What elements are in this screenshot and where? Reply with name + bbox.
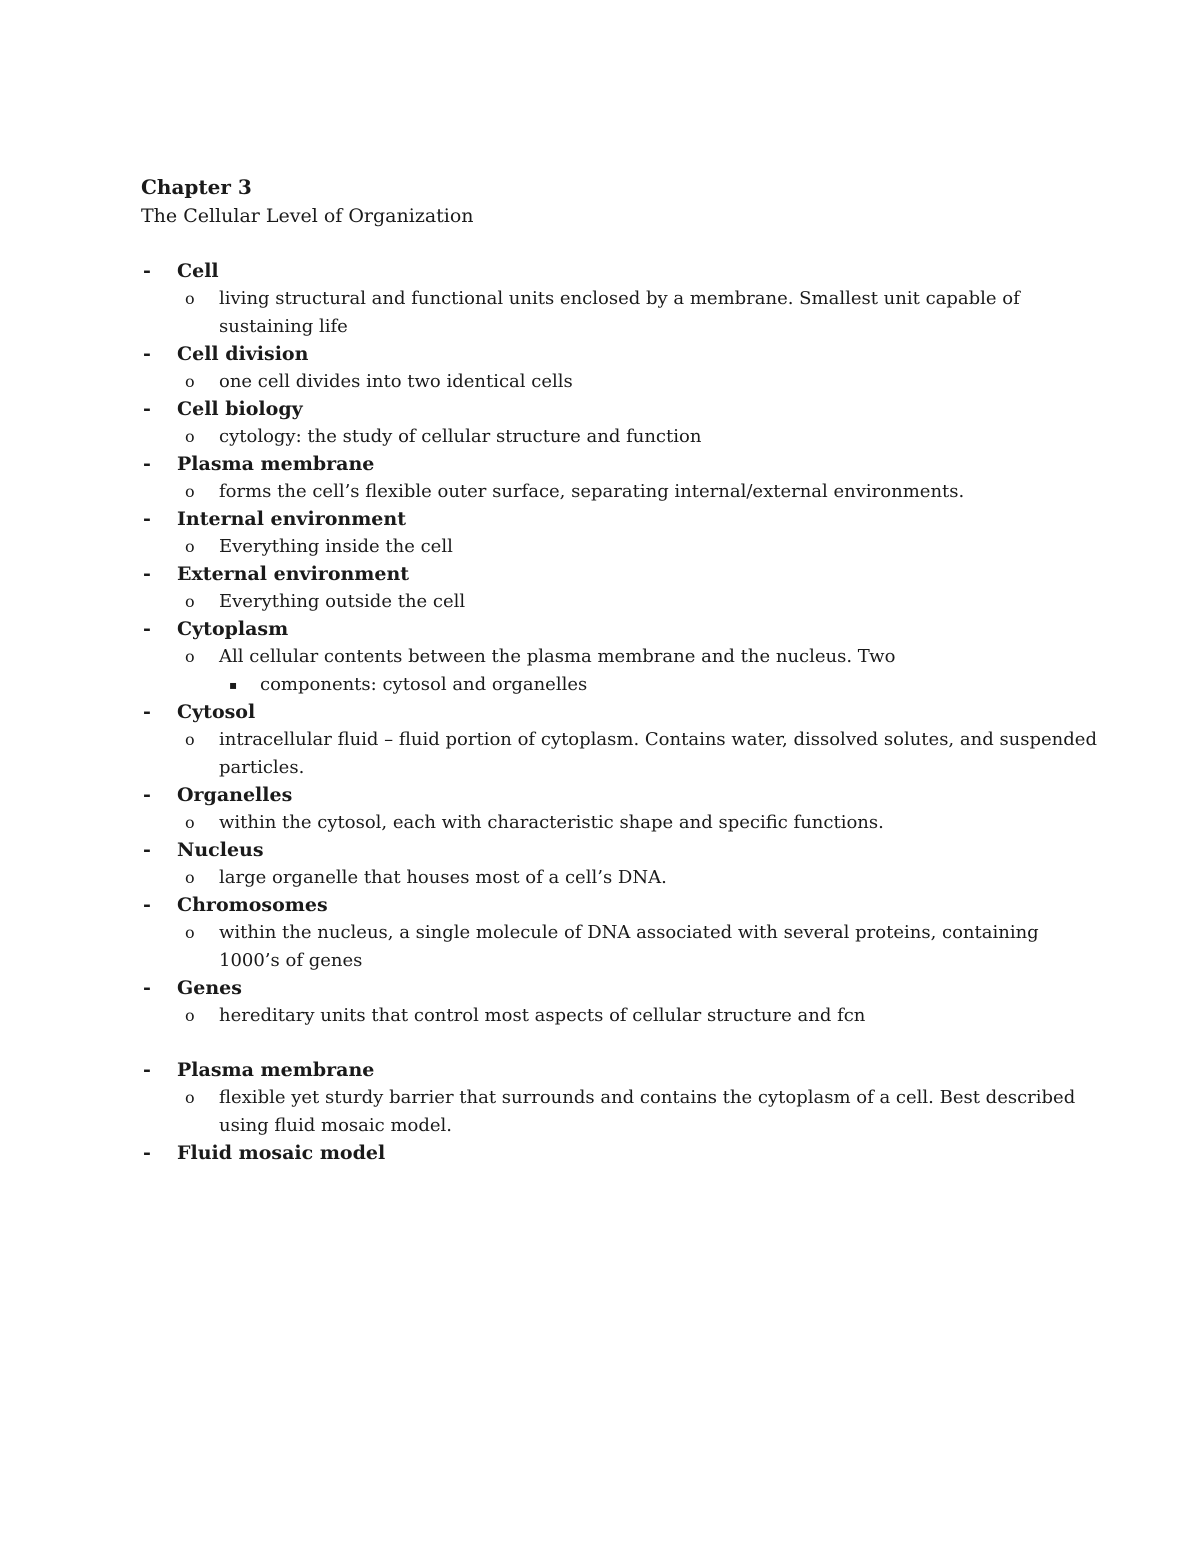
dash-bullet: - (143, 701, 151, 723)
chapter-title: Chapter 3 (141, 175, 252, 199)
definition-list (177, 368, 1101, 396)
definition-item (177, 864, 1101, 892)
definition-text: All cellular contents between the plasma membrane and the nucleus. Two (219, 646, 896, 667)
dash-bullet: - (143, 563, 151, 585)
definition-item (177, 533, 1101, 561)
term-item (141, 782, 1101, 837)
term-name: Nucleus (177, 839, 264, 861)
definition-text: intracellular fluid – fluid portion of cytoplasm. Contains water, dissolved solutes, and suspended particles. (219, 729, 1097, 778)
circle-bullet: o (185, 730, 195, 749)
definition-text: hereditary units that control most aspects of cellular structure and fcn (219, 1005, 866, 1026)
definition-text: forms the cell’s flexible outer surface, separating internal/external environments. (219, 481, 965, 502)
dash-bullet: - (143, 260, 151, 282)
circle-bullet: o (185, 592, 195, 611)
sub-item (177, 671, 1101, 699)
term-item (141, 1057, 1101, 1140)
dash-bullet: - (143, 839, 151, 861)
square-bullet: ▪ (229, 678, 238, 692)
term-item (141, 258, 1101, 341)
circle-bullet: o (185, 372, 195, 391)
term-name: Chromosomes (177, 894, 328, 916)
term-list (141, 258, 1101, 1167)
dash-bullet: - (143, 508, 151, 530)
dash-bullet: - (143, 343, 151, 365)
document-page (141, 172, 1101, 1167)
term-name: Cell division (177, 343, 309, 365)
definition-text: flexible yet sturdy barrier that surrounds and contains the cytoplasm of a cell. Best described using fluid mosaic model. (219, 1087, 1076, 1136)
definition-item (177, 726, 1101, 782)
circle-bullet: o (185, 427, 195, 446)
definition-list (177, 809, 1101, 837)
sub-list (177, 671, 1101, 699)
dash-bullet: - (143, 977, 151, 999)
definition-text: one cell divides into two identical cells (219, 371, 573, 392)
definition-list (177, 1002, 1101, 1030)
term-name: Organelles (177, 784, 293, 806)
sub-text: components: cytosol and organelles (260, 674, 588, 695)
dash-bullet: - (143, 894, 151, 916)
circle-bullet: o (185, 537, 195, 556)
term-name: External environment (177, 563, 410, 585)
definition-list (177, 533, 1101, 561)
dash-bullet: - (143, 1142, 151, 1164)
term-name: Cell (177, 260, 219, 282)
term-name: Fluid mosaic model (177, 1142, 386, 1164)
definition-list (177, 643, 1101, 671)
definition-list (177, 864, 1101, 892)
definition-list (177, 919, 1101, 975)
definition-item (177, 809, 1101, 837)
definition-list (177, 478, 1101, 506)
definition-text: within the cytosol, each with characteristic shape and specific functions. (219, 812, 884, 833)
definition-list (177, 423, 1101, 451)
chapter-subtitle: The Cellular Level of Organization (141, 205, 474, 227)
definition-item (177, 423, 1101, 451)
term-item (141, 975, 1101, 1030)
dash-bullet: - (143, 398, 151, 420)
dash-bullet: - (143, 453, 151, 475)
definition-text: large organelle that houses most of a cell’s DNA. (219, 867, 667, 888)
definition-item (177, 1084, 1101, 1140)
definition-item (177, 919, 1101, 975)
definition-text: within the nucleus, a single molecule of DNA associated with several proteins, containing 1000’s of genes (219, 922, 1039, 971)
term-item (141, 837, 1101, 892)
definition-text: Everything outside the cell (219, 591, 466, 612)
term-name: Cytoplasm (177, 618, 289, 640)
definition-item (177, 1002, 1101, 1030)
circle-bullet: o (185, 482, 195, 501)
term-item (141, 1140, 1101, 1167)
definition-item (177, 368, 1101, 396)
term-name: Plasma membrane (177, 1059, 375, 1081)
circle-bullet: o (185, 868, 195, 887)
circle-bullet: o (185, 1088, 195, 1107)
definition-text: cytology: the study of cellular structure and function (219, 426, 702, 447)
term-name: Internal environment (177, 508, 406, 530)
definition-list (177, 588, 1101, 616)
dash-bullet: - (143, 618, 151, 640)
definition-text: Everything inside the cell (219, 536, 453, 557)
definition-item (177, 588, 1101, 616)
term-item (141, 396, 1101, 451)
definition-list (177, 1084, 1101, 1140)
definition-item (177, 478, 1101, 506)
term-item (141, 451, 1101, 506)
definition-list (177, 726, 1101, 782)
dash-bullet: - (143, 784, 151, 806)
definition-list (177, 285, 1101, 341)
term-item (141, 341, 1101, 396)
definition-item (177, 285, 1101, 341)
circle-bullet: o (185, 923, 195, 942)
term-name: Plasma membrane (177, 453, 375, 475)
term-name: Cell biology (177, 398, 303, 420)
circle-bullet: o (185, 1006, 195, 1025)
term-item (141, 699, 1101, 782)
circle-bullet: o (185, 813, 195, 832)
term-item (141, 892, 1101, 975)
term-item (141, 506, 1101, 561)
circle-bullet: o (185, 289, 195, 308)
circle-bullet: o (185, 647, 195, 666)
term-name: Cytosol (177, 701, 256, 723)
term-item (141, 561, 1101, 616)
dash-bullet: - (143, 1059, 151, 1081)
term-name: Genes (177, 977, 242, 999)
term-item (141, 616, 1101, 699)
definition-item (177, 643, 1101, 671)
definition-text: living structural and functional units enclosed by a membrane. Smallest unit capable of sustaining life (219, 288, 1020, 337)
